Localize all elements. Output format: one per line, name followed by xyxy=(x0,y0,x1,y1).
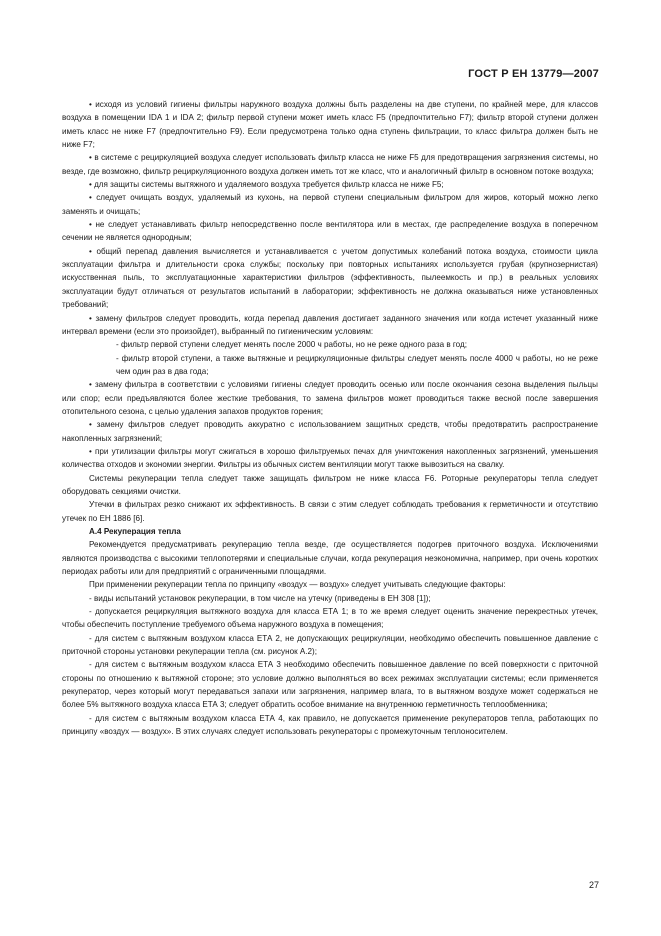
page-number: 27 xyxy=(588,880,599,890)
paragraph: - для систем с вытяжным воздухом класса ЕТА 4, как правило, не допускается применение рекуператоров тепла, работающих по принципу «воздух — воздух». В этих случаях следует использовать рекуператоры с промежуточным теплоносителем. xyxy=(62,713,598,737)
paragraph: Рекомендуется предусматривать рекуперацию тепла везде, где осуществляется подогрев приточного воздуха. Исключениями являются производства с высокими теплопотерями и специальные случаи, когда рекуперация неэкономична, например, при очень коротких периодах работы или для предприятий с ограниченными площадями. xyxy=(62,540,598,577)
paragraph: • в системе с рециркуляцией воздуха следует использовать фильтр класса не ниже F5 для предотвращения загрязнения системы, но везде, где возможно, фильтр рециркуляционного воздуха должен иметь тот же класс, что и аналогичный фильтр в основном потоке воздуха; xyxy=(62,153,598,176)
sub-list-item: - фильтр первой ступени следует менять после 2000 ч работы, но не реже одного раза в год; xyxy=(116,340,467,350)
paragraph: • замену фильтра в соответствии с условиями гигиены следует проводить осенью или после окончания сезона выделения пыльцы или спор; если предъявляются более жесткие требования, то замена фильтров может проводиться также весной после завершения отопительного сезона, с целью удаления запахов продуктов горения; xyxy=(62,380,598,416)
paragraph: • для защиты системы вытяжного и удаляемого воздуха требуется фильтр класса не ниже F5; xyxy=(89,180,444,190)
paragraph: • общий перепад давления вычисляется и устанавливается с учетом допустимых колебаний потока воздуха, стоимости цикла эксплуатации фильтра и длительности срока службы; поскольку при повторных испытаниях используется грубая (крупнозернистая) искусственная пыль, то эксплуатационные характеристики фильтров (эффективность, пылеемкость и пр.) в реальных условиях эксплуатации будут отличаться от результатов испытаний в лаборатории; эффективность не должна оказываться ниже установленных требований; xyxy=(62,246,598,310)
paragraph: • следует очищать воздух, удаляемый из кухонь, на первой ступени специальным фильтром для жиров, который можно легко заменять и очищать; xyxy=(62,193,598,216)
section-heading: А.4 Рекуперация тепла xyxy=(89,527,181,536)
paragraph: - для систем с вытяжным воздухом класса ЕТА 3 необходимо обеспечить повышенное давление по всей поверхности с приточной стороны по отношению к вытяжной стороне; это условие должно выполняться во всех режимах эксплуатации системы; если применяется рекуператор, через который могут передаваться запахи или загрязнения, например влага, то в вытяжном воздухе может содержаться не более 5% вытяжного воздуха класса ЕТА 3; следует обратить особое внимание на внутреннюю герметичность теплообменника; xyxy=(62,660,598,710)
paragraph: - для систем с вытяжным воздухом класса ЕТА 2, не допускающих рециркуляции, необходимо обеспечить повышенное давление с приточной стороны установки рекуперации тепла (см. рисунок А.2); xyxy=(62,633,598,657)
paragraph: • замену фильтров следует проводить, когда перепад давления достигает заданного значения или когда истечет указанный ниже интервал времени (если это произойдет), выбранный по гигиеническим условиям: xyxy=(62,313,598,336)
standard-header: ГОСТ Р ЕН 13779—2007 xyxy=(468,68,599,80)
paragraph: Системы рекуперации тепла следует также защищать фильтром не ниже класса F6. Роторные рекуператоры тепла следует оборудовать секциями очистки. xyxy=(62,473,598,496)
paragraph: При применении рекуперации тепла по принципу «воздух — воздух» следует учитывать следующие факторы: xyxy=(89,580,506,590)
paragraph: • не следует устанавливать фильтр непосредственно после вентилятора или в местах, где распределение воздуха в поперечном сечении не является однородным; xyxy=(62,220,598,243)
paragraph: Утечки в фильтрах резко снижают их эффективность. В связи с этим следует соблюдать требования к герметичности и отсутствию утечек по ЕН 1886 [6]. xyxy=(62,500,598,523)
paragraph: • при утилизации фильтры могут сжигаться в хорошо фильтруемых печах для уничтожения накопленных загрязнений, уменьшения количества отходов и экономии энергии. Фильтры из обычных систем вентиляции могут также вывозиться на свалку. xyxy=(62,446,598,470)
paragraph: • замену фильтров следует проводить аккуратно с использованием защитных средств, чтобы предотвратить распространение накопленных загрязнений; xyxy=(62,420,598,443)
paragraph: - допускается рециркуляция вытяжного воздуха для класса ЕТА 1; в то же время следует оценить значение перекрестных утечек, чтобы обеспечить поступление требуемого объема наружного воздуха в помещения; xyxy=(62,607,598,630)
document-body xyxy=(62,98,598,739)
paragraph: - виды испытаний установок рекуперации, в том числе на утечку (приведены в ЕН 308 [1]); xyxy=(89,593,431,603)
sub-list-item: - фильтр второй ступени, а также вытяжные и рециркуляционные фильтры следует менять после 4000 ч работы, но не реже чем один раз в два года; xyxy=(116,353,598,376)
paragraph: • исходя из условий гигиены фильтры наружного воздуха должны быть разделены на две ступени, по крайней мере, для классов воздуха в помещении IDA 1 и IDA 2; фильтр первой ступени может иметь класс F5 (предпочтительно F7); фильтр второй ступени должен иметь класс не ниже F7 (предпочтительно F9). Если предусмотрена только одна ступень фильтрации, то класс фильтра должен быть не ниже F7; xyxy=(62,100,598,150)
